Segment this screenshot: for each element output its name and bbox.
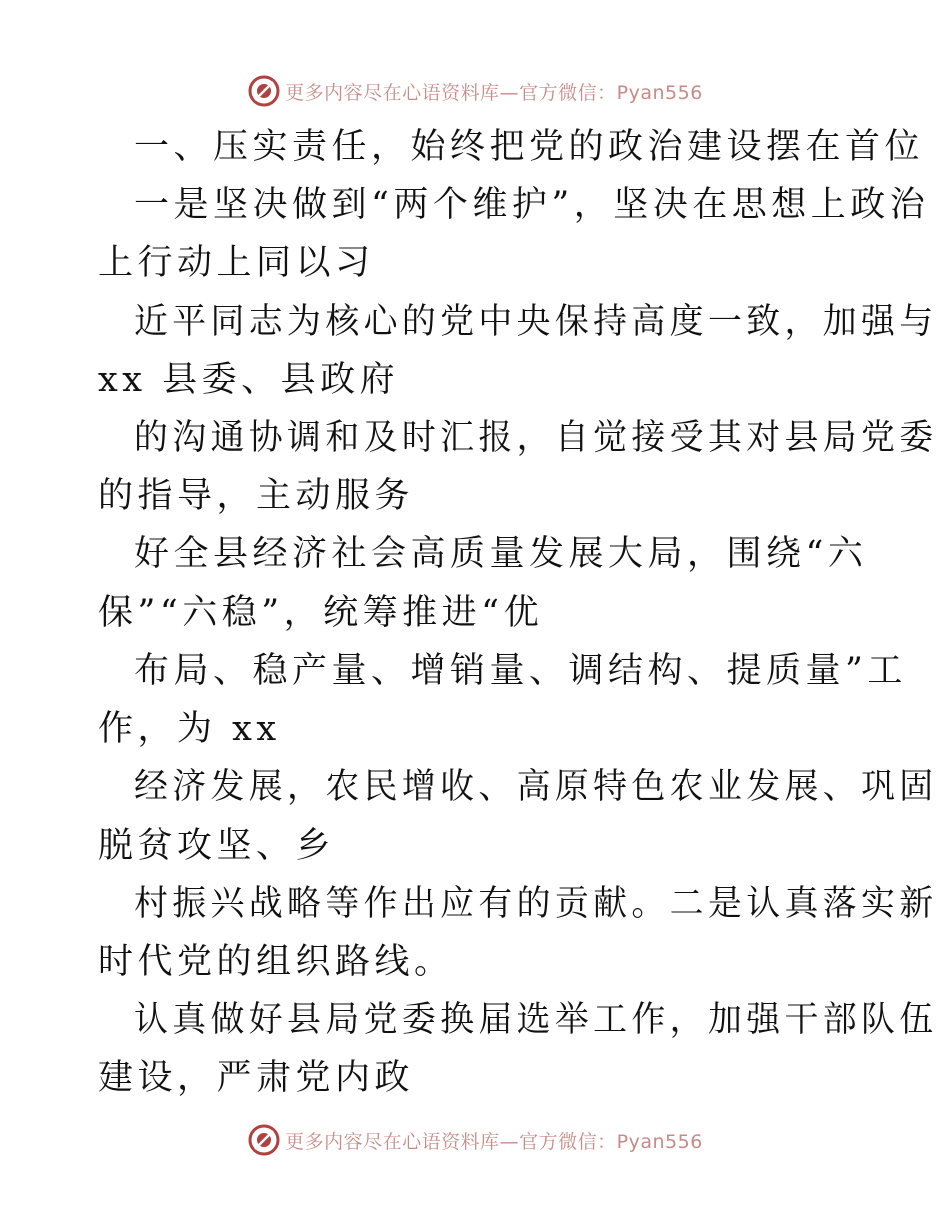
text-line: 近平同志为核心的党中央保持高度一致，加强与 xyxy=(134,302,938,342)
footer-watermark xyxy=(0,1120,950,1160)
header-watermark-text: 更多内容尽在心语资料库—官方微信：Pyan556 xyxy=(285,81,703,104)
text-line: 的沟通协调和及时汇报，自觉接受其对县局党委 xyxy=(134,418,938,458)
brand-logo-icon xyxy=(247,1123,281,1157)
text-line: 村振兴战略等作出应有的贡献。二是认真落实新 xyxy=(134,884,938,924)
text-line: 保”“六稳”，统筹推进“优 xyxy=(98,593,544,633)
text-line: 好全县经济社会高质量发展大局，围绕“六 xyxy=(134,534,868,574)
text-line: 一、压实责任，始终把党的政治建设摆在首位 xyxy=(134,127,925,167)
text-line: 时代党的组织路线。 xyxy=(98,942,454,982)
text-line: 认真做好县局党委换届选举工作，加强干部队伍 xyxy=(134,1000,938,1040)
text-line: 脱贫攻坚、乡 xyxy=(98,826,336,866)
header-watermark xyxy=(0,71,950,111)
brand-logo-icon xyxy=(247,74,281,108)
text-line: 上行动上同以习 xyxy=(98,243,375,283)
text-line: xx 县委、县政府 xyxy=(98,360,400,400)
text-line: 经济发展，农民增收、高原特色农业发展、巩固 xyxy=(134,767,938,807)
footer-watermark-text: 更多内容尽在心语资料库—官方微信：Pyan556 xyxy=(285,1130,703,1153)
text-line: 布局、稳产量、增销量、调结构、提质量”工 xyxy=(134,651,907,691)
text-line: 建设，严肃党内政 xyxy=(98,1058,415,1098)
text-line: 的指导，主动服务 xyxy=(98,476,415,516)
text-line: 一是坚决做到“两个维护”，坚决在思想上政治 xyxy=(134,185,930,225)
text-line: 作，为 xx xyxy=(98,709,281,749)
